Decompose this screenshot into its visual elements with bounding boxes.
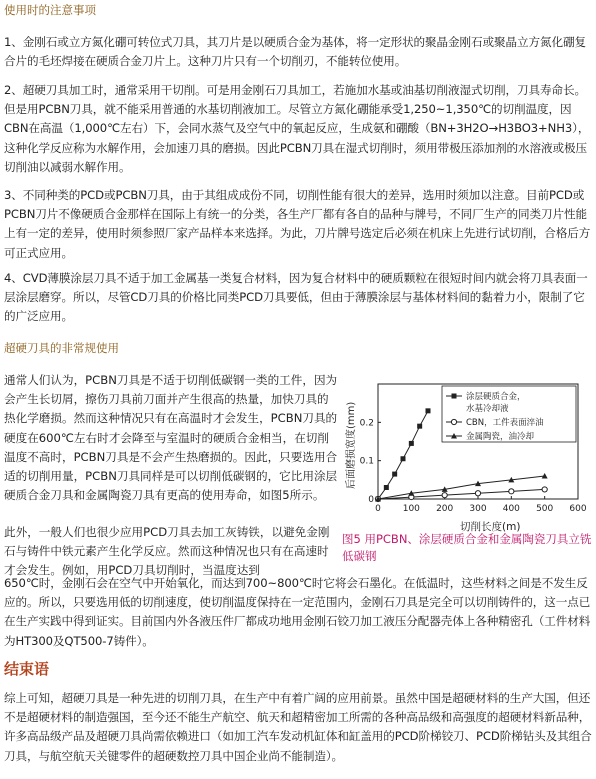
data-point	[392, 472, 397, 477]
x-tick-label: 0	[375, 504, 381, 514]
data-point	[426, 408, 431, 413]
cautions-heading: 使用时的注意事项	[4, 3, 96, 17]
y-axis-label: 后面磨损宽度(mm)	[346, 401, 357, 489]
data-point	[401, 456, 406, 461]
x-tick-label: 200	[436, 504, 454, 514]
paragraph-6b: 650℃时，金刚石会在空气中开始氧化，而达到700~800℃时它将会石墨化。在低温时，这些材料之间是不发生反应的。所以，只要选用低的切削速度，使切削温度保持在一定范围内，金刚石刀具是完全可以切削铸件的，这一点已在生产实践中得到证实。目前国内外各液压件厂都成功地用金刚石铰刀加工液压分配器壳体上各种精密孔（工件材料为HT300及QT500-7铸件）。	[4, 576, 591, 648]
legend-label: CBN，工件表面淬油	[466, 418, 544, 428]
series-line-3	[378, 476, 545, 499]
paragraph-3: 3、不同种类的PCD或PCBN刀具，由于其组成成份不同，切削性能有很大的差异，选用时须加以注意。目前PCD或PCBN刀片不像硬质合金那样在国际上有统一的分类，各生产厂都有各自的品种与牌号，不同厂生产的同类刀片性能上有一定的差异，使用时须参照厂家产品样本来选择。为此，刀片牌号选定后必须在机床上先进行试切削，合格后方可正式应用。	[4, 188, 591, 260]
paragraph-6a: 此外，一般人们也很少应用PCD刀具去加工灰铸铁，以避免金刚石与铸件中铁元素产生化学反应。然而这种情况也只有在高速时才会发生。例如，用PCD刀具切削时，当温度达到	[4, 525, 330, 578]
legend-label: 金属陶瓷，油冷却	[466, 432, 535, 442]
paragraph-1: 1、金刚石或立方氮化硼可转位式刀具，其刀片是以硬质合金为基体，将一定形状的聚晶金刚石或聚晶立方氮化硼复合片的毛坯焊接在硬质合金刀片上。这种刀片只有一个切削刃，不能转位使用。	[4, 35, 586, 69]
legend-swatch-marker	[451, 419, 456, 424]
data-point	[384, 485, 389, 490]
x-tick-label: 300	[469, 504, 487, 514]
y-tick-label: 0.2	[359, 418, 374, 429]
data-point	[542, 487, 547, 492]
wear-chart	[342, 374, 592, 534]
data-point	[417, 424, 422, 429]
data-point	[442, 493, 447, 498]
data-point	[509, 489, 514, 494]
conclusion-heading: 结束语	[4, 660, 50, 678]
paragraph-2: 2、超硬刀具加工时，通常采用干切削。可是用金刚石刀具加工，若施加水基或油基切削液湿式切削，刀具寿命长。但是用PCBN刀具，就不能采用普通的水基切削液加工。尽管立方氮化硼能承受1,250~1,350℃的切削温度，因CBN在高温（1,000℃左右）下，会同水蒸气及空气中的氧起反应，生成氨和硼酸（BN+3H2O→H3BO3+NH3），这种化学反应称为水解作用，会加速刀具的磨损。因此PCBN刀具在湿式切削时，须用带极压添加剂的水溶液或极压切削油以减弱水解作用。	[4, 83, 590, 174]
x-tick-label: 600	[569, 504, 587, 514]
wear-chart-svg	[342, 374, 592, 534]
x-tick-label: 500	[536, 504, 554, 514]
data-point	[409, 441, 414, 446]
y-tick-label: 0.1	[359, 456, 374, 467]
x-axis-label: 切削长度(m)	[460, 521, 521, 533]
unconventional-heading: 超硬刀具的非常规使用	[4, 341, 119, 355]
legend-label: 涂层硬质合金，	[466, 392, 526, 402]
chart-legend	[442, 386, 576, 442]
paragraph-7: 综上可知，超硬刀具是一种先进的切削刀具，在生产中有着广阔的应用前景。虽然中国是超硬材料的生产大国，但还不是超硬材料的制造强国，至今还不能生产航空、航天和超精密加工所需的各种高品级和高强度的超硬材料新品种，许多高品级产品及超硬刀具尚需依赖进口（如加工汽车发动机缸体和缸盖用的PCD阶梯铰刀、PCD阶梯钻头及其组合刀具，与航空航天关键零件的超硬数控刀具中国企业尚不能制造）。	[4, 691, 592, 763]
x-tick-label: 100	[402, 504, 420, 514]
paragraph-5: 通常人们认为，PCBN刀具是不适于切削低碳钢一类的工件，因为会产生长切屑，擦伤刀具前刀面并产生很高的热量，加快刀具的热化学磨损。然而这种情况只有在高温时才会发生，PCBN刀具的硬度在600℃左右时才会降至与室温时的硬质合金相当，在切削温度不高时，PCBN刀具是不会产生热磨损的。因此，只要选用合适的切削用量，PCBN刀具同样是可以切削低碳钢的，它比用涂层硬质合金刀具和金属陶瓷刀具有更高的使用寿命，如图5所示。	[4, 373, 338, 503]
legend-swatch-marker	[452, 394, 457, 399]
legend-label-cont: 水基冷却液	[466, 404, 509, 414]
data-point	[475, 491, 480, 496]
figure-caption: 图5 用PCBN、涂层硬质合金和金属陶瓷刀具立铣低碳钢	[342, 532, 592, 563]
x-tick-label: 400	[502, 504, 520, 514]
y-tick-label: 0	[368, 495, 374, 505]
paragraph-4: 4、CVD薄膜涂层刀具不适于加工金属基一类复合材料，因为复合材料中的硬质颗粒在很短时间内就会将刀具表面一层涂层磨穿。所以，尽管CD刀具的价格比同类PCD刀具要低，但由于薄膜涂层与基体材料间的黏着力小，限制了它的广泛应用。	[4, 271, 588, 324]
